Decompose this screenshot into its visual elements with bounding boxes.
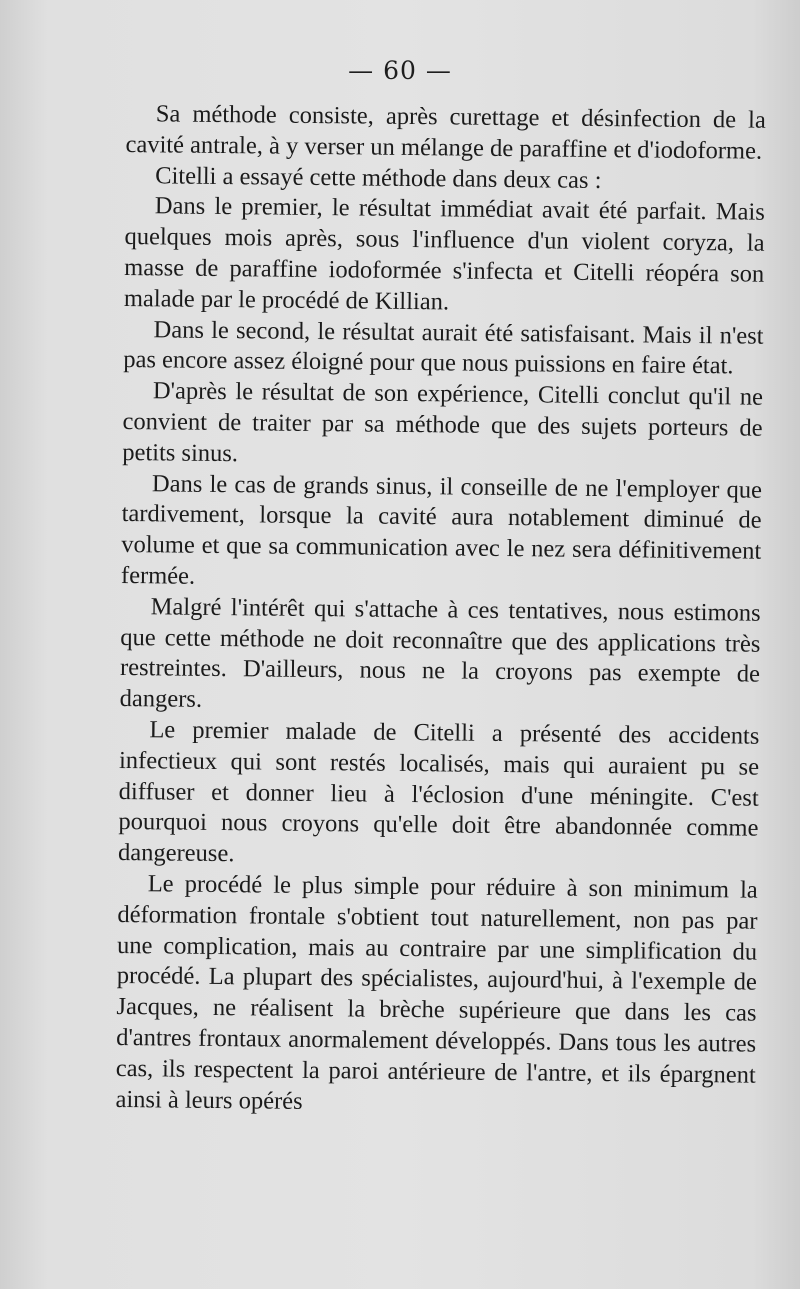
paragraph-5: D'après le résultat de son expérience, Citelli conclut qu'il ne convient de traiter par sa méthode que des sujets porteurs de petits sinus. bbox=[122, 377, 764, 467]
paragraph-7: Malgré l'intérêt qui s'attache à ces tentatives, nous estimons que cette méthode ne doit reconnaître que des applications très restreintes. D'ailleurs, nous ne la croyons pas exempte de dangers. bbox=[119, 593, 761, 713]
page-number: — 60 — bbox=[348, 56, 452, 85]
paragraph-6: Dans le cas de grands sinus, il conseille de ne l'employer que tardivement, lorsque la cavité aura notablement diminué de volume et que sa communication avec le nez sera définitivement fermée. bbox=[120, 469, 763, 590]
paragraph-1: Sa méthode consiste, après curettage et désinfection de la cavité antrale, à y verser un mélange de paraffine et d'iodoforme. bbox=[125, 100, 766, 165]
paragraph-8: Le premier malade de Citelli a présenté des accidents infectieux qui sont restés localisés, mais qui auraient pu se diffuser et donner lieu à l'éclosion d'une méningite. C'est pourquoi nous croyons qu'elle doit être abandonnée comme dangereuse. bbox=[117, 716, 760, 868]
paragraph-2: Citelli a essayé cette méthode dans deux cas : bbox=[155, 161, 602, 194]
paragraph-9: Le procédé le plus simple pour réduire à son minimum la déformation frontale s'obtient tout naturellement, non pas par une complication, mais au contraire par une simplification du procédé. La plupart des spécialistes, aujourd'hui, à l'exemple de Jacques, ne réalisent la brèche supérieure que dans les cas d'antres frontaux anormalement développés. Dans tous les autres cas, ils respectent la paroi antérieure de l'antre, et ils épargnent ainsi à leurs opérés bbox=[115, 870, 758, 1115]
text-body bbox=[115, 99, 766, 1122]
paragraph-4: Dans le second, le résultat aurait été satisfaisant. Mais il n'est pas encore assez éloigné pour que nous puissions en faire état. bbox=[123, 315, 764, 380]
paragraph-3: Dans le premier, le résultat immédiat avait été parfait. Mais quelques mois après, sous l'influence d'un violent coryza, la masse de paraffine iodoformée s'infecta et Citelli réopéra son malade par le procédé de Killian. bbox=[123, 192, 765, 316]
